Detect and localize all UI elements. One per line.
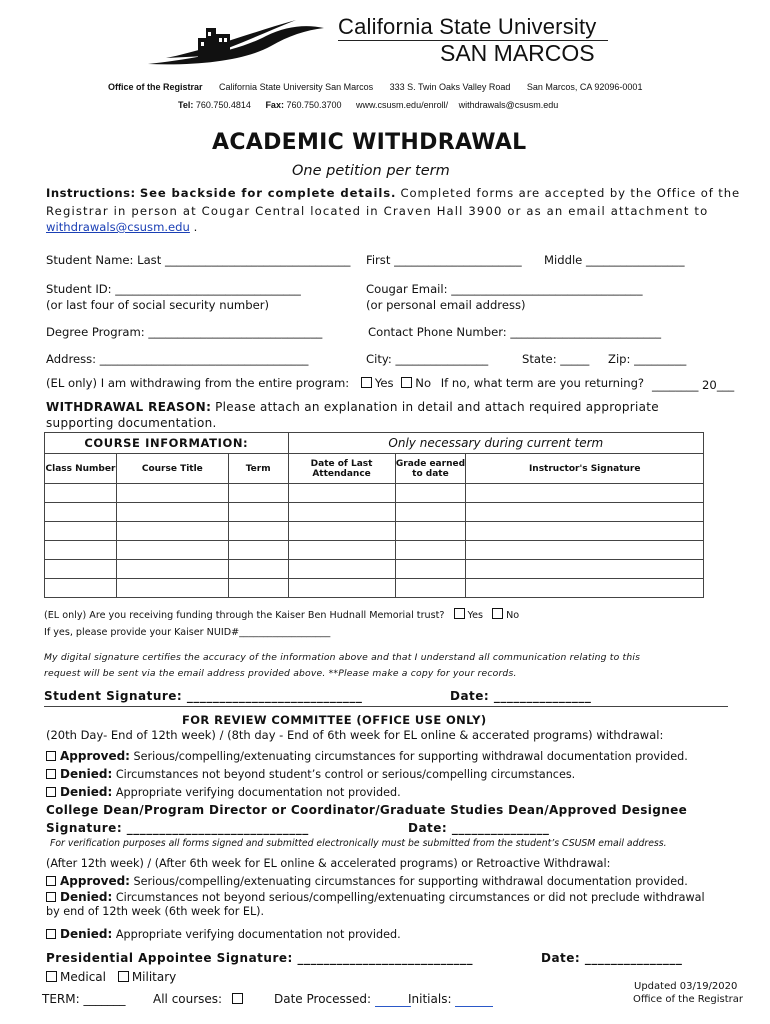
denied3-text2: by end of 12th week (6th week for EL). xyxy=(46,905,265,918)
approved2-row xyxy=(46,874,688,888)
cougar-email-note: (or personal email address) xyxy=(366,298,526,312)
cell[interactable] xyxy=(395,579,466,598)
committee-title: FOR REVIEW COMMITTEE (OFFICE USE ONLY) xyxy=(182,713,487,727)
instructions-bold: See backside for complete details. xyxy=(139,186,397,200)
col-class-number: Class Number xyxy=(45,454,117,484)
office-name: Office of the Registrar xyxy=(108,82,203,92)
all-courses-row xyxy=(153,992,246,1006)
committee-timing1: (20th Day- End of 12th week) / (8th day - End of 6th week for EL online & accerated programs) withdrawal: xyxy=(46,728,664,742)
tel-label: Tel: xyxy=(178,100,194,110)
military-label: Military xyxy=(131,970,177,984)
cell[interactable] xyxy=(228,541,288,560)
tel-number: 760.750.4814 xyxy=(195,100,251,110)
instructions-text1: Completed forms are accepted by the Office of the xyxy=(400,186,741,200)
cell[interactable] xyxy=(466,484,704,503)
verification-note: For verification purposes all forms signed and submitted electronically must be submitted from the student’s CSUSM email address. xyxy=(50,838,667,849)
university-campus: SAN MARCOS xyxy=(440,40,595,66)
initials-row xyxy=(408,992,493,1007)
denied4-text: Appropriate verifying documentation not provided. xyxy=(115,928,401,941)
date-processed-label: Date Processed: xyxy=(274,992,372,1006)
certify-line2: request will be sent via the email address provided above. **Please make a copy for your records. xyxy=(44,668,517,679)
instructions-line3 xyxy=(46,220,197,234)
course-info-header: COURSE INFORMATION: xyxy=(45,433,289,454)
dean-signature-field[interactable]: Signature: ____________________________ xyxy=(46,821,309,835)
cell[interactable] xyxy=(116,484,228,503)
reason-text1: Please attach an explanation in detail and attach required appropriate xyxy=(215,400,659,414)
header-contact-line xyxy=(178,100,558,110)
cell[interactable] xyxy=(45,560,117,579)
student-id-field[interactable]: Student ID: ________________________________ xyxy=(46,282,301,296)
denied1-label: Denied: xyxy=(60,767,113,781)
cell[interactable] xyxy=(288,560,395,579)
el-no-checkbox[interactable] xyxy=(401,377,412,388)
dean-title: College Dean/Program Director or Coordinator/Graduate Studies Dean/Approved Designee xyxy=(46,803,688,817)
kaiser-nuid-field[interactable]: If yes, please provide your Kaiser NUID#___________________ xyxy=(44,627,331,638)
contact-phone-field[interactable]: Contact Phone Number: __________________________ xyxy=(368,325,662,339)
footer-office: Office of the Registrar xyxy=(633,994,744,1005)
approved2-checkbox[interactable] xyxy=(46,876,56,886)
cell[interactable] xyxy=(466,579,704,598)
table-row[interactable] xyxy=(45,503,704,522)
denied4-label: Denied: xyxy=(60,927,113,941)
approved-row xyxy=(46,749,688,763)
header-email-link[interactable]: withdrawals@csusm.edu xyxy=(458,100,559,110)
website-link[interactable]: www.csusm.edu/enroll/ xyxy=(356,100,449,110)
col-instructor-signature: Instructor's Signature xyxy=(466,454,704,484)
presidential-signature-field[interactable]: Presidential Appointee Signature: ___________________________ xyxy=(46,951,473,965)
city-field[interactable]: City: ________________ xyxy=(366,352,489,366)
cell[interactable] xyxy=(45,484,117,503)
dean-date-field[interactable]: Date: _______________ xyxy=(408,821,550,835)
approved-label: Approved: xyxy=(60,749,130,763)
initials-field[interactable] xyxy=(455,992,493,1007)
cell[interactable] xyxy=(228,579,288,598)
cell[interactable] xyxy=(466,522,704,541)
withdrawals-email-link[interactable]: withdrawals@csusm.edu xyxy=(46,220,190,234)
course-information-table xyxy=(44,432,704,598)
zip-field[interactable]: Zip: _________ xyxy=(608,352,687,366)
el-yes-checkbox[interactable] xyxy=(361,377,372,388)
street-address: 333 S. Twin Oaks Valley Road xyxy=(389,82,511,92)
cell[interactable] xyxy=(395,503,466,522)
all-courses-label: All courses: xyxy=(153,992,223,1006)
cell[interactable] xyxy=(116,503,228,522)
initials-label: Initials: xyxy=(408,992,452,1006)
university-name: California State University xyxy=(338,14,597,39)
page-subtitle: One petition per term xyxy=(292,163,450,179)
instructions-text2: Registrar in person at Cougar Central located in Craven Hall 3900 or as an email attachment to xyxy=(46,204,709,218)
student-date-field[interactable]: Date: _______________ xyxy=(450,689,592,703)
denied4-row xyxy=(46,927,401,941)
cell[interactable] xyxy=(288,579,395,598)
denied2-checkbox[interactable] xyxy=(46,787,56,797)
address-field[interactable]: Address: ____________________________________ xyxy=(46,352,309,366)
table-row[interactable] xyxy=(45,522,704,541)
student-last-name-field[interactable]: Student Name: Last ________________________________ xyxy=(46,253,351,267)
denied3-text1: Circumstances not beyond serious/compelling/extenuating circumstances or did not preclude withdrawal xyxy=(115,891,705,904)
table-row[interactable] xyxy=(45,560,704,579)
cell[interactable] xyxy=(288,541,395,560)
return-term-question: If no, what term are you returning? xyxy=(440,376,645,390)
cell[interactable] xyxy=(228,522,288,541)
logo-rule xyxy=(338,40,608,41)
instructions-line1 xyxy=(46,186,740,200)
reason-label: WITHDRAWAL REASON: xyxy=(46,400,212,414)
cell[interactable] xyxy=(288,484,395,503)
approved2-label: Approved: xyxy=(60,874,130,888)
cell[interactable] xyxy=(116,579,228,598)
instructions-label: Instructions: xyxy=(46,186,136,200)
signature-divider xyxy=(44,706,728,707)
student-id-note: (or last four of social security number) xyxy=(46,298,269,312)
cell[interactable] xyxy=(395,484,466,503)
cell[interactable] xyxy=(228,503,288,522)
el-yes-label: Yes xyxy=(374,376,394,390)
cell[interactable] xyxy=(466,560,704,579)
medical-checkbox[interactable] xyxy=(46,971,57,982)
committee-timing2: (After 12th week) / (After 6th week for EL online & accelerated programs) or Retroactive Withdrawal: xyxy=(46,857,611,870)
cougar-email-field[interactable]: Cougar Email: _________________________________ xyxy=(366,282,643,296)
updated-date: Updated 03/19/2020 xyxy=(634,981,738,992)
state-field[interactable]: State: _____ xyxy=(522,352,590,366)
cell[interactable] xyxy=(228,484,288,503)
cell[interactable] xyxy=(466,503,704,522)
el-program-row xyxy=(46,376,644,390)
military-checkbox[interactable] xyxy=(118,971,129,982)
current-term-note: Only necessary during current term xyxy=(288,433,703,454)
kaiser-yes-label: Yes xyxy=(467,610,484,621)
student-signature-field[interactable]: Student Signature: ___________________________ xyxy=(44,689,363,703)
kaiser-no-label: No xyxy=(506,610,520,621)
date-processed-row xyxy=(274,992,411,1007)
page-title: ACADEMIC WITHDRAWAL xyxy=(212,130,527,155)
city-address: San Marcos, CA 92096-0001 xyxy=(526,82,643,92)
approved2-text: Serious/compelling/extenuating circumstances for supporting withdrawal documentation provided. xyxy=(133,875,688,888)
cell[interactable] xyxy=(395,541,466,560)
degree-program-field[interactable]: Degree Program: ______________________________ xyxy=(46,325,323,339)
cell[interactable] xyxy=(288,503,395,522)
return-term-field[interactable]: ________ 20___ xyxy=(652,378,735,392)
col-course-title: Course Title xyxy=(116,454,228,484)
cell[interactable] xyxy=(45,522,117,541)
cell[interactable] xyxy=(288,522,395,541)
table-row[interactable] xyxy=(45,579,704,598)
kaiser-yes-checkbox[interactable] xyxy=(454,608,465,619)
header-address-line xyxy=(108,82,642,92)
reason-text2: supporting documentation. xyxy=(46,416,217,430)
cell[interactable] xyxy=(116,560,228,579)
cell[interactable] xyxy=(116,522,228,541)
all-courses-checkbox[interactable] xyxy=(232,993,243,1004)
denied2-label: Denied: xyxy=(60,785,113,799)
cell[interactable] xyxy=(45,503,117,522)
kaiser-question: (EL only) Are you receiving funding through the Kaiser Ben Hudnall Memorial trust? xyxy=(44,610,445,621)
instructions-end: . xyxy=(193,220,198,234)
el-no-label: No xyxy=(415,376,432,390)
campus-name: California State University San Marcos xyxy=(219,82,374,92)
denied2-text: Appropriate verifying documentation not provided. xyxy=(115,786,401,799)
cell[interactable] xyxy=(228,560,288,579)
denied2-row xyxy=(46,785,401,799)
fax-label: Fax: xyxy=(265,100,284,110)
col-term: Term xyxy=(228,454,288,484)
denied1-checkbox[interactable] xyxy=(46,769,56,779)
el-program-question: (EL only) I am withdrawing from the entire program: xyxy=(46,376,350,390)
kaiser-no-checkbox[interactable] xyxy=(492,608,503,619)
approved-text: Serious/compelling/extenuating circumstances for supporting withdrawal documentation provided. xyxy=(133,750,688,763)
denied3-checkbox[interactable] xyxy=(46,892,56,902)
kaiser-row xyxy=(44,608,519,621)
col-grade-earned: Grade earned to date xyxy=(395,454,466,484)
date-processed-field[interactable] xyxy=(375,992,411,1007)
certify-line1: My digital signature certifies the accuracy of the information above and that I understand all communication relating to this xyxy=(44,652,641,663)
term-field[interactable]: TERM: _______ xyxy=(42,992,126,1006)
denied1-row xyxy=(46,767,575,781)
denied3-row xyxy=(46,890,705,904)
cell[interactable] xyxy=(395,560,466,579)
table-row[interactable] xyxy=(45,541,704,560)
cell[interactable] xyxy=(45,541,117,560)
cell[interactable] xyxy=(116,541,228,560)
medical-label: Medical xyxy=(60,970,106,984)
fax-number: 760.750.3700 xyxy=(286,100,342,110)
table-row[interactable] xyxy=(45,484,704,503)
appointee-type-row xyxy=(46,970,176,984)
cell[interactable] xyxy=(395,522,466,541)
cell[interactable] xyxy=(45,579,117,598)
denied1-text: Circumstances not beyond student’s control or serious/compelling circumstances. xyxy=(115,768,576,781)
presidential-date-field[interactable]: Date: _______________ xyxy=(541,951,683,965)
col-date-last-attendance: Date of Last Attendance xyxy=(288,454,395,484)
student-middle-name-field[interactable]: Middle _________________ xyxy=(544,253,685,267)
denied4-checkbox[interactable] xyxy=(46,929,56,939)
csusm-logo-graphic xyxy=(146,14,328,70)
student-first-name-field[interactable]: First ______________________ xyxy=(366,253,522,267)
approved-checkbox[interactable] xyxy=(46,751,56,761)
reason-line1 xyxy=(46,400,659,414)
cell[interactable] xyxy=(466,541,704,560)
denied3-label: Denied: xyxy=(60,890,113,904)
